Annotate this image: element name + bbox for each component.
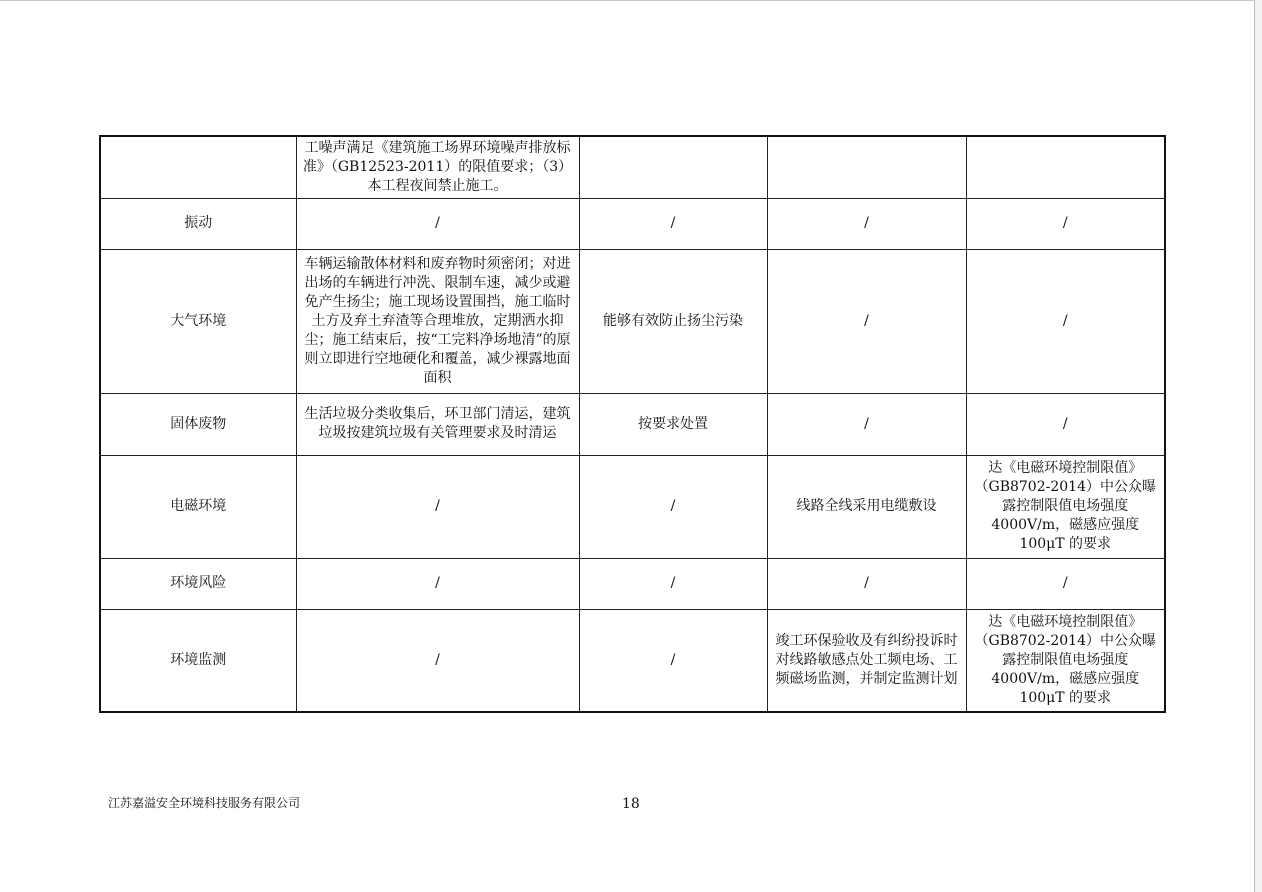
construction-effect-cell: 按要求处置 xyxy=(579,393,767,455)
operation-effect-cell: 达《电磁环境控制限值》（GB8702-2014）中公众曝露控制限值电场强度4000V/m，磁感应强度100μT 的要求 xyxy=(966,609,1165,712)
category-cell: 振动 xyxy=(100,198,296,249)
construction-effect-cell xyxy=(579,136,767,198)
table-row xyxy=(100,558,1165,609)
construction-effect-cell: 能够有效防止扬尘污染 xyxy=(579,249,767,393)
table-row xyxy=(100,136,1165,198)
construction-effect-cell: / xyxy=(579,609,767,712)
construction-effect-cell: / xyxy=(579,198,767,249)
category-cell xyxy=(100,136,296,198)
construction-measure-cell: / xyxy=(296,198,579,249)
footer-company-name: 江苏嘉溢安全环境科技服务有限公司 xyxy=(108,796,301,810)
construction-measure-cell: / xyxy=(296,558,579,609)
operation-measure-cell xyxy=(767,136,966,198)
table-row xyxy=(100,198,1165,249)
category-cell: 固体废物 xyxy=(100,393,296,455)
operation-effect-cell xyxy=(966,136,1165,198)
category-cell: 大气环境 xyxy=(100,249,296,393)
environmental-measures-table xyxy=(99,135,1166,713)
construction-effect-cell: / xyxy=(579,558,767,609)
operation-effect-cell: / xyxy=(966,198,1165,249)
operation-measure-cell: 竣工环保验收及有纠纷投诉时对线路敏感点处工频电场、工频磁场监测，并制定监测计划 xyxy=(767,609,966,712)
construction-measure-cell: 工噪声满足《建筑施工场界环境噪声排放标准》（GB12523-2011）的限值要求；（3）本工程夜间禁止施工。 xyxy=(296,136,579,198)
operation-effect-cell: 达《电磁环境控制限值》（GB8702-2014）中公众曝露控制限值电场强度4000V/m，磁感应强度100μT 的要求 xyxy=(966,455,1165,558)
operation-measure-cell: / xyxy=(767,558,966,609)
category-cell: 电磁环境 xyxy=(100,455,296,558)
construction-effect-cell: / xyxy=(579,455,767,558)
category-cell: 环境风险 xyxy=(100,558,296,609)
table-row xyxy=(100,455,1165,558)
operation-effect-cell: / xyxy=(966,393,1165,455)
page-number: 18 xyxy=(622,796,640,812)
construction-measure-cell: / xyxy=(296,455,579,558)
operation-measure-cell: / xyxy=(767,198,966,249)
table-row xyxy=(100,393,1165,455)
page-top-edge xyxy=(0,0,1262,1)
table-row xyxy=(100,249,1165,393)
category-cell: 环境监测 xyxy=(100,609,296,712)
construction-measure-cell: 车辆运输散体材料和废弃物时须密闭；对进出场的车辆进行冲洗、限制车速，减少或避免产生扬尘；施工现场设置围挡，施工临时土方及弃土弃渣等合理堆放，定期洒水抑尘；施工结束后，按“工完料净场地清”的原则立即进行空地硬化和覆盖，减少裸露地面面积 xyxy=(296,249,579,393)
operation-effect-cell: / xyxy=(966,249,1165,393)
operation-measure-cell: / xyxy=(767,249,966,393)
construction-measure-cell: / xyxy=(296,609,579,712)
table-row xyxy=(100,609,1165,712)
operation-measure-cell: 线路全线采用电缆敷设 xyxy=(767,455,966,558)
operation-measure-cell: / xyxy=(767,393,966,455)
operation-effect-cell: / xyxy=(966,558,1165,609)
page-right-edge xyxy=(1254,0,1262,892)
construction-measure-cell: 生活垃圾分类收集后，环卫部门清运，建筑垃圾按建筑垃圾有关管理要求及时清运 xyxy=(296,393,579,455)
